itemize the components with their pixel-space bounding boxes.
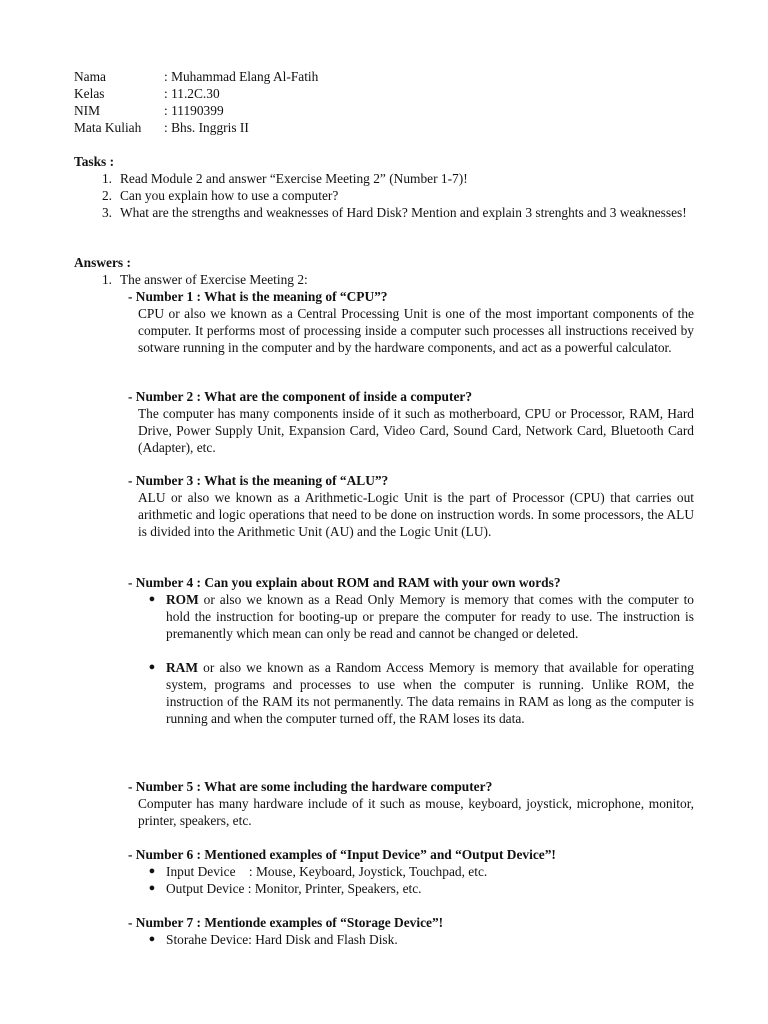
question-3 <box>128 472 694 540</box>
identity-key: NIM <box>74 103 101 118</box>
question-2 <box>128 388 694 456</box>
bullet-icon: ● <box>148 865 156 877</box>
identity-value: : 11.2C.30 <box>164 86 220 101</box>
task-number: 1. <box>101 171 112 186</box>
tasks-section <box>74 153 694 221</box>
question-heading: - Number 5 : What are some including the hardware computer? <box>128 779 493 794</box>
question-4 <box>128 574 694 727</box>
identity-block <box>74 68 318 136</box>
rom-description: or also we known as a Read Only Memory is memory that comes with the computer to hold the instruction for booting-up or prepare the computer for ready to use. The instruction is premanently which mean can only be read and cannot be changed or deleted. <box>166 592 694 641</box>
answer-text: The answer of Exercise Meeting 2: <box>120 272 308 287</box>
answer-item <box>74 271 694 288</box>
task-number: 2. <box>101 188 112 203</box>
identity-key: Mata Kuliah <box>74 120 142 135</box>
question-heading: - Number 3 : What is the meaning of “ALU”? <box>128 473 389 488</box>
question-6 <box>128 846 694 897</box>
answer-paragraph: Computer has many hardware include of it such as mouse, keyboard, joystick, microphone, monitor, printer, speakers, etc. <box>138 796 694 828</box>
identity-key: Kelas <box>74 86 105 101</box>
answers-heading: Answers : <box>74 255 131 270</box>
question-heading: - Number 6 : Mentioned examples of “Input Device” and “Output Device”! <box>128 847 556 862</box>
identity-key: Nama <box>74 69 106 84</box>
answer-number: 1. <box>101 272 112 287</box>
question-5 <box>128 778 694 829</box>
identity-value: : Muhammad Elang Al-Fatih <box>164 69 319 84</box>
identity-row <box>74 102 318 119</box>
output-device-text: Output Device : Monitor, Printer, Speakers, etc. <box>166 881 422 896</box>
question-7 <box>128 914 694 948</box>
question-heading: - Number 1 : What is the meaning of “CPU”? <box>128 289 388 304</box>
task-item <box>74 170 694 187</box>
input-device-text: Input Device : Mouse, Keyboard, Joystick, Touchpad, etc. <box>166 864 488 879</box>
term-rom: ROM <box>166 592 199 607</box>
answers-section <box>74 254 694 288</box>
identity-row <box>74 119 318 136</box>
term-ram: RAM <box>166 660 198 675</box>
bullet-icon: ● <box>148 593 156 605</box>
task-number: 3. <box>101 205 112 220</box>
bullet-icon: ● <box>148 933 156 945</box>
question-heading: - Number 7 : Mentionde examples of “Storage Device”! <box>128 915 444 930</box>
answer-paragraph: The computer has many components inside of it such as motherboard, CPU or Processor, RAM, Hard Drive, Power Supply Unit, Expansion Card, Video Card, Sound Card, Network Card, Bluetooth Card (Adapter), etc. <box>138 406 694 455</box>
task-text: What are the strengths and weaknesses of Hard Disk? Mention and explain 3 strenghts and 3 weaknesses! <box>120 205 687 220</box>
bullet-item <box>128 863 694 880</box>
answer-paragraph: CPU or also we known as a Central Processing Unit is one of the most important components of the computer. It performs most of processing inside a computer such processes all instructions received by sotware running in the computer and by the hardware components, and act as a powerful calculator. <box>138 306 694 355</box>
storage-device-text: Storahe Device: Hard Disk and Flash Disk. <box>166 932 398 947</box>
task-item <box>74 204 694 221</box>
ram-description: or also we known as a Random Access Memory is memory that available for operating system, programs and processes to use when the computer is running. Unlike ROM, the instruction of the RAM its not permanently. The data remains in RAM as long as the computer is running and when the computer turned off, the RAM loses its data. <box>166 660 694 726</box>
bullet-item <box>128 591 694 642</box>
identity-row <box>74 85 318 102</box>
identity-row <box>74 68 318 85</box>
bullet-icon: ● <box>148 661 156 673</box>
question-heading: - Number 2 : What are the component of inside a computer? <box>128 389 473 404</box>
bullet-icon: ● <box>148 882 156 894</box>
identity-value: : Bhs. Inggris II <box>164 120 249 135</box>
bullet-item <box>128 880 694 897</box>
bullet-item <box>128 931 694 948</box>
answer-paragraph: ALU or also we known as a Arithmetic-Logic Unit is the part of Processor (CPU) that carries out arithmetic and logic operations that need to be done on instruction words. In some processors, the ALU is divided into the Arithmetic Unit (AU) and the Logic Unit (LU). <box>138 490 694 539</box>
task-item <box>74 187 694 204</box>
question-heading: - Number 4 : Can you explain about ROM and RAM with your own words? <box>128 575 561 590</box>
question-1 <box>128 288 694 356</box>
identity-value: : 11190399 <box>164 103 224 118</box>
bullet-item <box>128 659 694 727</box>
task-text: Read Module 2 and answer “Exercise Meeting 2” (Number 1-7)! <box>120 171 468 186</box>
tasks-heading: Tasks : <box>74 154 115 169</box>
task-text: Can you explain how to use a computer? <box>120 188 339 203</box>
